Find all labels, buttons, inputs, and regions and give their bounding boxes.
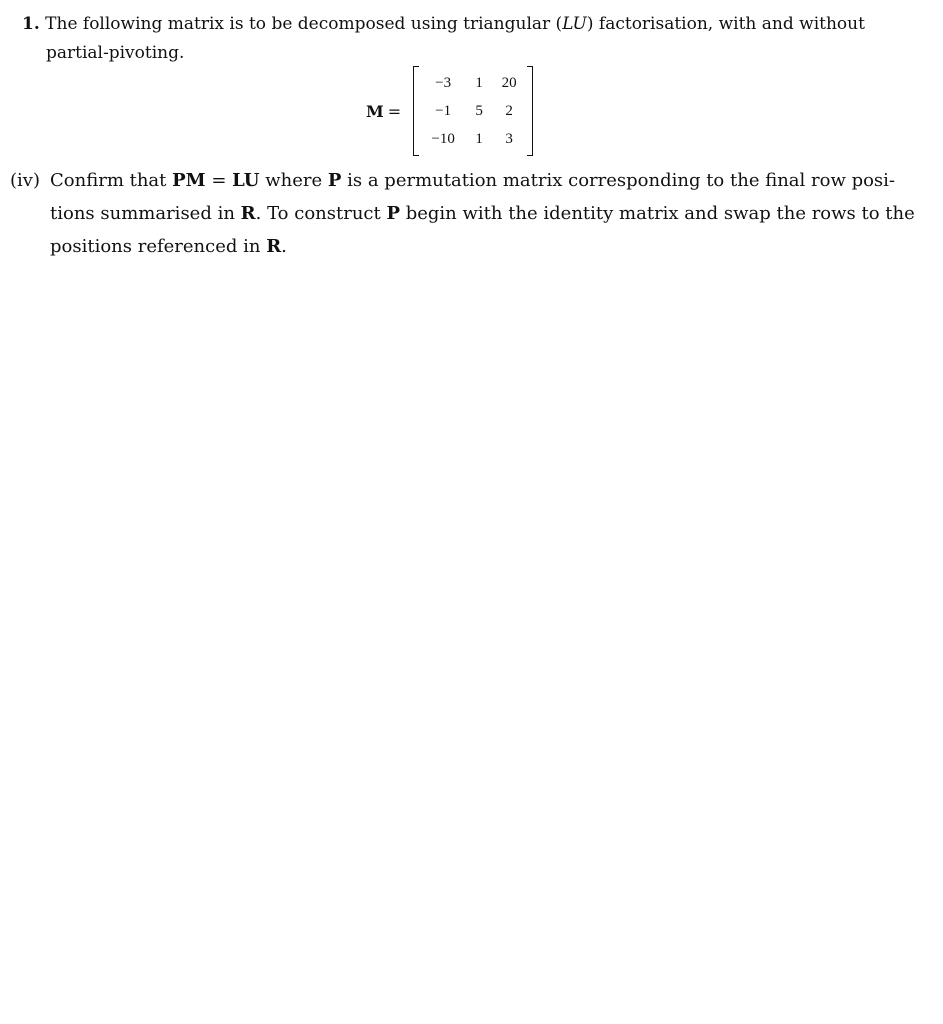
- question-line-2: partial-pivoting.: [46, 43, 185, 63]
- text-segment: is a permutation matrix corresponding to the final row posi-: [341, 170, 896, 191]
- p-symbol: P: [327, 170, 342, 191]
- part-iv: [10, 164, 935, 263]
- part-iv-line-2: [50, 197, 935, 230]
- matrix-name: M: [366, 101, 384, 121]
- left-bracket: [413, 66, 419, 156]
- lu-symbol: LU: [232, 170, 260, 191]
- matrix-cell-r3c1: −10: [431, 130, 455, 147]
- part-iv-line-1: [50, 164, 935, 197]
- matrix-cell-r2c2: 5: [475, 102, 483, 119]
- text-segment: .: [281, 236, 287, 257]
- text-segment: begin with the identity matrix and swap the rows to the: [400, 203, 915, 224]
- r-symbol: R: [240, 203, 256, 224]
- right-bracket: [527, 66, 533, 156]
- question-text-b: ) factorisation, with and without: [586, 14, 865, 34]
- p-symbol: P: [386, 203, 400, 224]
- part-iv-row: [10, 164, 935, 263]
- question-1: [22, 10, 922, 68]
- matrix-cell-r1c3: 20: [501, 74, 517, 91]
- matrix-cell-r3c3: 3: [505, 130, 513, 147]
- text-segment: tions summarised in: [50, 203, 241, 224]
- matrix-cell-r3c2: 1: [475, 130, 483, 147]
- text-segment: Confirm that: [50, 170, 173, 191]
- matrix-grid: [421, 69, 525, 153]
- matrix-cell-r2c3: 2: [505, 102, 513, 119]
- part-iv-label: (iv): [10, 170, 40, 191]
- question-line-1: [22, 10, 922, 39]
- text-segment: where: [259, 170, 328, 191]
- question-number: 1.: [22, 14, 40, 34]
- part-iv-text: [50, 164, 935, 263]
- matrix-equation: [366, 66, 533, 156]
- part-iv-line-3: [50, 230, 935, 263]
- matrix-cell-r1c1: −3: [435, 74, 452, 91]
- lu-label: LU: [562, 14, 587, 34]
- text-segment: positions referenced in: [50, 236, 267, 257]
- text-segment: . To construct: [255, 203, 387, 224]
- matrix-equals-sign: =: [387, 101, 402, 121]
- matrix-cell-r2c1: −1: [435, 102, 452, 119]
- equals-sign: =: [205, 170, 233, 191]
- matrix: [413, 66, 533, 156]
- matrix-cell-r1c2: 1: [475, 74, 483, 91]
- r-symbol: R: [266, 236, 282, 257]
- question-text-a: The following matrix is to be decomposed using triangular (: [39, 14, 563, 34]
- pm-symbol: PM: [172, 170, 206, 191]
